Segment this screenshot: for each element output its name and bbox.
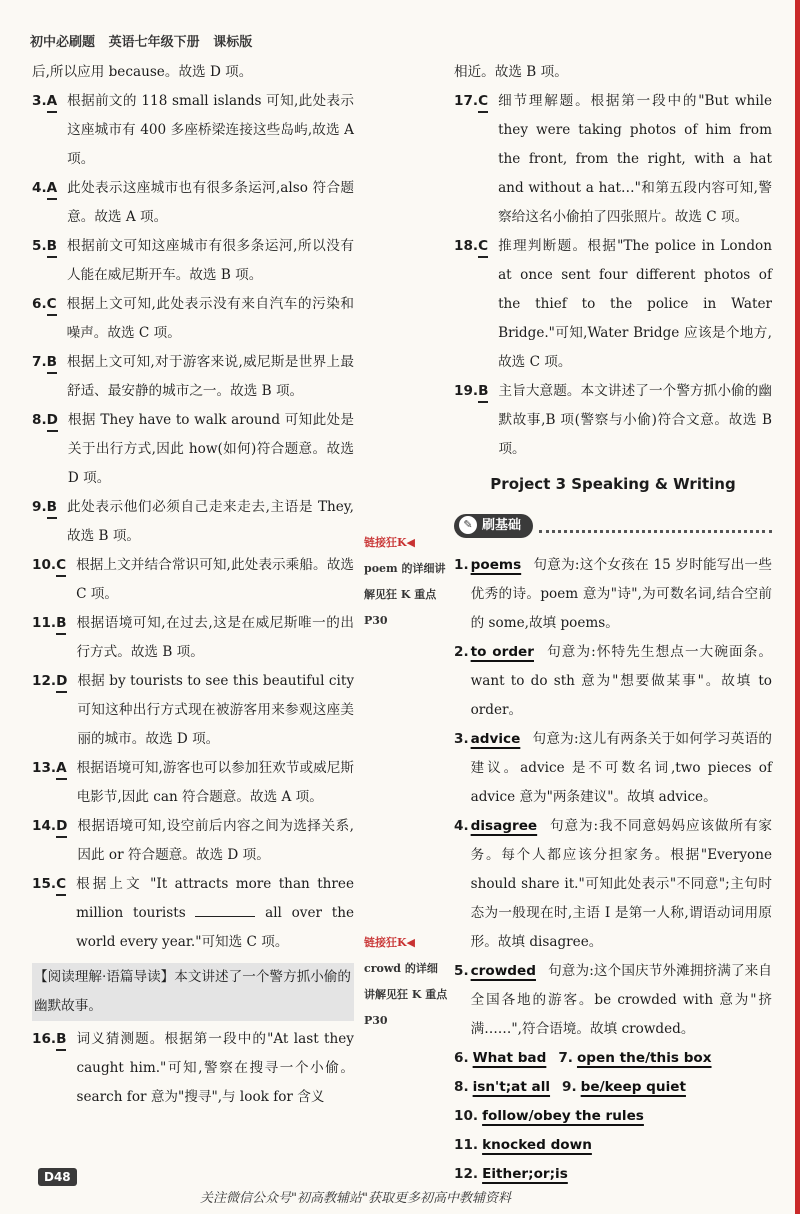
entry-number: 4. — [32, 180, 47, 196]
answer-entry — [32, 348, 354, 406]
entry-label — [32, 609, 76, 667]
entry-text: all over the world every year."可知选 C 项。 — [76, 905, 354, 950]
reading-guide: 【阅读理解·语篇导读】本文讲述了一个警方抓小偷的幽默故事。 — [32, 963, 354, 1021]
entry-number: 14. — [32, 818, 57, 834]
entry-number: 16. — [32, 1031, 57, 1047]
fill-entry — [454, 957, 772, 1044]
answer-entry — [454, 87, 772, 232]
answer-entry — [32, 232, 354, 290]
side-note-text: poem 的详细讲解见狂 K 重点 P30 — [364, 562, 446, 627]
entry-number: 3. — [454, 731, 469, 747]
right-column — [454, 58, 772, 1189]
entry-number: 4. — [454, 818, 469, 834]
side-note — [364, 530, 448, 634]
footer-note: 关注微信公众号"初高教辅站"获取更多初高中教辅资料 — [200, 1191, 511, 1206]
answer-entry — [32, 870, 354, 957]
entry-answer: A — [47, 91, 58, 113]
answer-single — [454, 1131, 772, 1160]
entry-label — [32, 290, 67, 348]
entry-label — [32, 87, 67, 174]
entry-number: 7. — [32, 354, 47, 370]
header-series: 初中必刷题 — [30, 35, 96, 50]
entry-text: 根据前文可知这座城市有很多条运河,所以没有人能在威尼斯开车。故选 B 项。 — [67, 238, 354, 283]
entry-number: 9. — [562, 1079, 577, 1095]
fill-answer: isn't;at all — [472, 1079, 551, 1095]
entry-answer: C — [56, 555, 66, 577]
entry-text: 细节理解题。根据第一段中的"But while they were taking photos of him from the front, from the right, with a hat and without a hat…"和第五段内容可知,警察给这名小偷拍了四张照片。故选 C 项。 — [498, 93, 772, 225]
blank-line — [195, 902, 255, 917]
fill-answer: poems — [470, 557, 522, 573]
entry-label — [32, 812, 77, 870]
entry-body — [471, 812, 772, 957]
left-column — [32, 58, 354, 1112]
fill-answer: be/keep quiet — [580, 1079, 686, 1095]
entry-number: 2. — [454, 644, 469, 660]
entry-number: 3. — [32, 93, 47, 109]
entry-text: 根据语境可知,游客也可以参加狂欢节或威尼斯电影节,因此 can 符合题意。故选 A 项。 — [76, 760, 354, 805]
entry-label — [32, 754, 77, 812]
fill-answer: Either;or;is — [482, 1166, 568, 1182]
header-edition: 课标版 — [213, 35, 253, 50]
entry-number: 6. — [454, 1050, 469, 1066]
fill-answer: to order — [470, 644, 534, 660]
entry-text: 根据 by tourists to see this beautiful city 可知这种出行方式现在被游客用来参观这座美丽的城市。故选 D 项。 — [77, 673, 354, 747]
badge-label: 刷基础 — [482, 518, 522, 533]
answer-entry — [32, 551, 354, 609]
entry-answer: C — [478, 236, 488, 258]
fill-entry — [454, 812, 772, 957]
entry-label — [32, 232, 67, 290]
answer-entry — [454, 377, 772, 464]
fill-answer: follow/obey the rules — [482, 1108, 644, 1124]
entry-text: 词义猜测题。根据第一段中的"At last they caught him."可知,警察在搜寻一个小偷。search for 意为"搜寻",与 look for 含义 — [76, 1031, 354, 1105]
entry-label — [454, 232, 498, 377]
section-badge — [454, 509, 772, 543]
entry-label — [32, 174, 67, 232]
entry-answer: C — [56, 874, 66, 896]
entry-text: 推理判断题。根据"The police in London at once sent four different photos of the thief to the police in Water Bridge."可知,Water Bridge 应该是个地方,故选 C 项。 — [498, 238, 772, 370]
answer-single — [454, 1102, 772, 1131]
side-note — [364, 930, 448, 1034]
entry-number: 18. — [454, 238, 479, 254]
entry-text: 此处表示这座城市也有很多条运河,also 符合题意。故选 A 项。 — [67, 180, 354, 225]
link-label: 链接狂K◀ — [364, 936, 416, 949]
fill-answer: open the/this box — [576, 1050, 712, 1066]
entry-text: 根据 They have to walk around 可知此处是关于出行方式,因此 how(如何)符合题意。故选 D 项。 — [67, 412, 354, 486]
answer-entry — [32, 87, 354, 174]
entry-number: 12. — [454, 1166, 479, 1182]
entry-answer: B — [56, 1029, 66, 1051]
fill-answer: crowded — [470, 963, 536, 979]
entry-text: 句意为:怀特先生想点一大碗面条。want to do sth 意为"想要做某事"。故填 to order。 — [470, 644, 772, 718]
entry-body — [471, 957, 772, 1044]
answer-entry — [32, 609, 354, 667]
entry-text: 根据上文 "It attracts more than three million tourists — [76, 876, 354, 921]
entry-answer: A — [56, 758, 67, 780]
fill-answer: What bad — [472, 1050, 547, 1066]
entry-answer: B — [47, 497, 57, 519]
entry-answer: D — [56, 816, 67, 838]
entry-answer: B — [47, 236, 57, 258]
entry-text: 句意为:这个女孩在 15 岁时能写出一些优秀的诗。poem 意为"诗",为可数名词,结合空前的 some,故填 poems。 — [470, 557, 772, 631]
page-number: D48 — [38, 1168, 77, 1186]
entry-label — [32, 493, 67, 551]
answer-single — [454, 1160, 772, 1189]
entry-number: 6. — [32, 296, 47, 312]
entry-answer: D — [56, 671, 67, 693]
entry-number: 7. — [558, 1050, 573, 1066]
answer-entry — [32, 667, 354, 754]
entry-label — [454, 377, 498, 464]
entry-label — [454, 87, 498, 232]
entry-number: 5. — [32, 238, 47, 254]
fill-entry — [454, 551, 772, 638]
entry-text: 句意为:这个国庆节外滩拥挤满了来自全国各地的游客。be crowded with 意为"挤满……",符合语境。故填 crowded。 — [470, 963, 772, 1037]
entry-body — [471, 725, 772, 812]
entry-answer: A — [47, 178, 58, 200]
entry-number: 13. — [32, 760, 57, 776]
entry-text: 根据语境可知,在过去,这是在威尼斯唯一的出行方式。故选 B 项。 — [76, 615, 354, 660]
answer-entry — [32, 812, 354, 870]
entry-text: 主旨大意题。本文讲述了一个警方抓小偷的幽默故事,B 项(警察与小偷)符合文意。故选 B 项。 — [498, 383, 772, 457]
entry-number: 8. — [454, 1079, 469, 1095]
entry-number: 10. — [454, 1108, 479, 1124]
answer-entry — [32, 1025, 354, 1112]
entry-text: 根据上文可知,此处表示没有来自汽车的污染和噪声。故选 C 项。 — [66, 296, 354, 341]
entry-number: 12. — [32, 673, 57, 689]
entry-answer: B — [478, 381, 488, 403]
continuation-text: 后,所以应用 because。故选 D 项。 — [32, 64, 253, 80]
entry-label — [32, 667, 77, 754]
side-note-text: crowd 的详细讲解见狂 K 重点 P30 — [364, 962, 448, 1027]
fill-entry — [454, 725, 772, 812]
entry-answer: C — [478, 91, 488, 113]
entry-number: 17. — [454, 93, 479, 109]
running-header — [30, 34, 252, 52]
entry-number: 1. — [454, 557, 469, 573]
entry-text: 根据上文并结合常识可知,此处表示乘船。故选 C 项。 — [76, 557, 354, 602]
answer-pair — [454, 1073, 772, 1102]
entry-number: 8. — [32, 412, 47, 428]
fill-answer: disagree — [470, 818, 538, 834]
entry-answer: C — [47, 294, 57, 316]
entry-number: 11. — [454, 1137, 479, 1153]
entry-number: 11. — [32, 615, 57, 631]
entry-answer: B — [56, 613, 66, 635]
entry-text: 句意为:我不同意妈妈应该做所有家务。每个人都应该分担家务。根据"Everyone should share it."可知此处表示"不同意";主句时态为一般现在时,主语 I 是第一人称,谓语动词用原形。故填 disagree。 — [470, 818, 772, 950]
answer-entry — [32, 174, 354, 232]
entry-number: 19. — [454, 383, 479, 399]
fill-answer: advice — [470, 731, 521, 747]
entry-text: 此处表示他们必须自己走来走去,主语是 They,故选 B 项。 — [67, 499, 354, 544]
answer-entry — [32, 290, 354, 348]
entry-number: 9. — [32, 499, 47, 515]
dotted-divider — [539, 520, 772, 533]
link-label: 链接狂K◀ — [364, 536, 416, 549]
entry-label — [32, 406, 68, 493]
answer-entry — [32, 754, 354, 812]
answer-entry — [32, 493, 354, 551]
entry-label — [32, 551, 76, 609]
entry-text: 根据上文可知,对于游客来说,威尼斯是世界上最舒适、最安静的城市之一。故选 B 项。 — [67, 354, 354, 399]
pencil-icon: ✎ — [459, 516, 477, 534]
entry-label — [32, 348, 67, 406]
entry-body — [471, 551, 772, 638]
entry-body — [471, 638, 772, 725]
project-title: Project 3 Speaking & Writing — [490, 475, 736, 493]
entry-number: 15. — [32, 876, 57, 892]
page-edge-strip — [795, 0, 800, 1214]
continuation-text: 相近。故选 B 项。 — [454, 64, 568, 80]
entry-answer: B — [47, 352, 57, 374]
fill-entry — [454, 638, 772, 725]
entry-text: 句意为:这儿有两条关于如何学习英语的建议。advice 是不可数名词,two pieces of advice 意为"两条建议"。故填 advice。 — [470, 731, 772, 805]
entry-text: 根据语境可知,设空前后内容之间为选择关系,因此 or 符合题意。故选 D 项。 — [77, 818, 354, 863]
entry-answer: D — [47, 410, 58, 432]
entry-text: 根据前文的 118 small islands 可知,此处表示这座城市有 400 多座桥梁连接这些岛屿,故选 A 项。 — [67, 93, 354, 167]
answer-entry — [454, 232, 772, 377]
fill-answer: knocked down — [482, 1137, 592, 1153]
entry-number: 5. — [454, 963, 469, 979]
entry-number: 10. — [32, 557, 57, 573]
answer-pair — [454, 1044, 772, 1073]
answer-entry — [32, 406, 354, 493]
header-subject: 英语七年级下册 — [108, 35, 200, 50]
